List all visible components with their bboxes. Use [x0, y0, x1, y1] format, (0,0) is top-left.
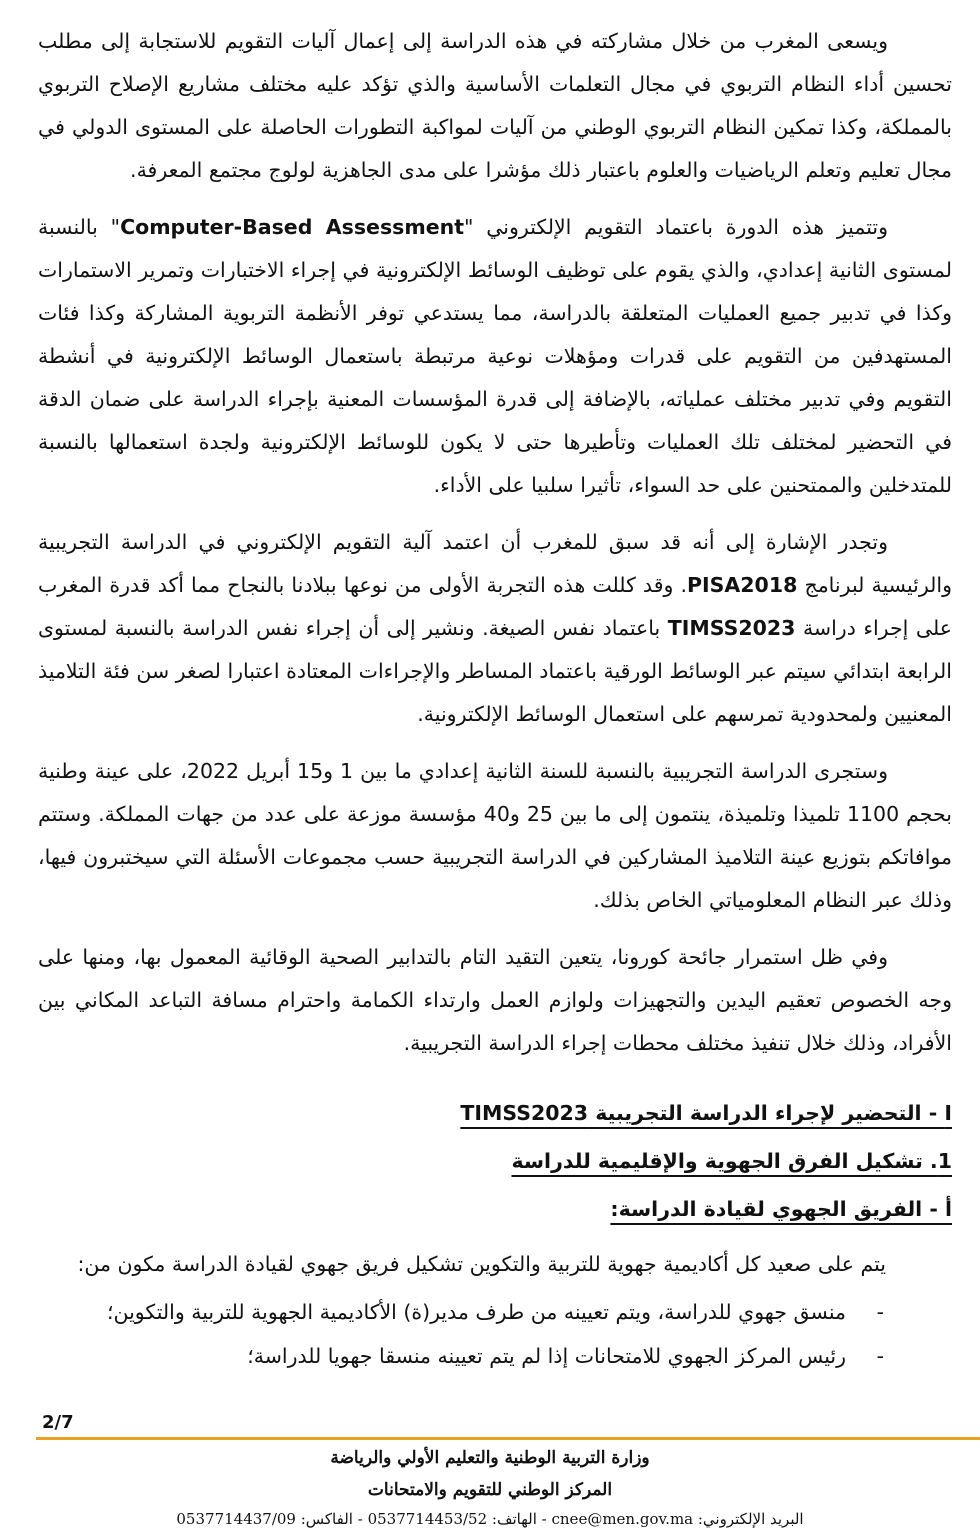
- list-item-text: منسق جهوي للدراسة، ويتم تعيينه من طرف مدير(ة) الأكاديمية الجهوية للتربية والتكوين؛: [106, 1300, 846, 1324]
- dash-bullet: -: [876, 1344, 884, 1368]
- cba-term: Computer-Based Assessment: [120, 215, 465, 239]
- footer: [0, 1443, 980, 1531]
- document-body: [38, 20, 952, 1379]
- paragraph-4: وستجرى الدراسة التجريبية بالنسبة للسنة الثانية إعدادي ما بين 1 و15 أبريل 2022، على عينة وطنية بحجم 1100 تلميذا وتلميذة، ينتمون إلى ما بين 25 و40 مؤسسة موزعة على عدد من جهات المملكة. وستتم موافاتكم بتوزيع عينة التلاميذ المشاركين في الدراسة التجريبية حسب مجموعات الأسئلة التي سيختبرون فيها، وذلك عبر النظام المعلومياتي الخاص بذلك.: [38, 759, 952, 912]
- section-heading-text: - التحضير لإجراء الدراسة التجريبية: [588, 1101, 945, 1125]
- dash-bullet: -: [876, 1300, 884, 1324]
- paragraph-2: [38, 206, 952, 507]
- paragraph-3-part-a: وتجدر الإشارة إلى أنه قد سبق للمغرب أن اعتمد آلية التقويم الإلكتروني في الدراسة التجريبية والرئيسية لبرنامج: [38, 530, 952, 597]
- paragraph-3: [38, 521, 952, 736]
- subsubsection-heading: أ - الفريق الجهوي لقيادة الدراسة:: [610, 1197, 952, 1221]
- paragraph-2-part-b: " بالنسبة لمستوى الثانية إعدادي، والذي يقوم على توظيف الوسائط الإلكترونية في إجراء الاختبارات وتمرير الاستمارات وكذا في تدبير جميع العمليات المتعلقة بالدراسة، مما يستدعي توفر الأنظمة التربوية المشاركة وكذا فئات المستهدفين من التقويم على قدرات ومؤهلات نوعية مرتبطة باستعمال الوسائط الإلكترونية في أنشطة التقويم وفي تدبير مختلف عملياته، بالإضافة إلى قدرة المؤسسات المعنية بإجراء الدراسة على ضمان الدقة في التحضير لمختلف تلك العمليات وتأطيرها حتى لا يكون للوسائط الإلكترونية ولجدة استعمالها بالنسبة للمتدخلين والممتحنين على حد السواء، تأثيرا سلبيا على الأداء.: [38, 215, 952, 497]
- page-number: 2/7: [42, 1412, 74, 1433]
- section-heading-code: TIMSS2023: [460, 1101, 589, 1125]
- pisa-term: PISA2018: [687, 573, 798, 597]
- section-number: I: [944, 1101, 952, 1125]
- footer-ministry: وزارة التربية الوطنية والتعليم الأولي والرياضة: [330, 1448, 650, 1468]
- list-item-text: رئيس المركز الجهوي للامتحانات إذا لم يتم تعيينه منسقا جهويا للدراسة؛: [247, 1344, 846, 1368]
- paragraph-5: وفي ظل استمرار جائحة كورونا، يتعين التقيد التام بالتدابير الصحية الوقائية المعمول بها، ومنها على وجه الخصوص تعقيم اليدين والتجهيزات ولوازم العمل وارتداء الكمامة واحترام مسافة التباعد المكاني بين الأفراد، وذلك خلال تنفيذ مختلف محطات إجراء الدراسة التجريبية.: [38, 945, 952, 1055]
- team-members-list: [38, 1291, 952, 1377]
- subsection-heading: 1. تشكيل الفرق الجهوية والإقليمية للدراسة: [511, 1149, 952, 1173]
- paragraph-3-part-b: . وقد كللت هذه التجربة الأولى من نوعها ببلادنا بالنجاح مما أكد قدرة المغرب على إجراء دراسة: [38, 573, 952, 640]
- list-item: [38, 1291, 884, 1333]
- paragraph-1: ويسعى المغرب من خلال مشاركته في هذه الدراسة إلى إعمال آليات التقويم للاستجابة إلى مطلب تحسين أداء النظام التربوي في مجال التعلمات الأساسية والذي تؤكد عليه مختلف مشاريع الإصلاح التربوي بالمملكة، وكذا تمكين النظام التربوي الوطني من آليات لمواكبة التطورات الحاصلة على المستوى الدولي في مجال تعليم وتعلم الرياضيات والعلوم باعتبار ذلك مؤشرا على مدى الجاهزية لولوج مجتمع المعرفة.: [38, 29, 952, 182]
- paragraph-2-part-a: وتتميز هذه الدورة باعتماد التقويم الإلكتروني ": [464, 215, 888, 239]
- footer-divider: [36, 1437, 980, 1440]
- paragraph-3-part-c: باعتماد نفس الصيغة. ونشير إلى أن إجراء نفس الدراسة بالنسبة لمستوى الرابعة ابتدائي سيتم عبر الوسائط الورقية باعتماد المساطر والإجراءات المعتادة اعتبارا لصغر سن فئة التلاميذ المعنيين ولمحدودية تمرسهم على استعمال الوسائط الإلكترونية.: [38, 616, 952, 726]
- team-intro-text: يتم على صعيد كل أكاديمية جهوية للتربية والتكوين تشكيل فريق جهوي لقيادة الدراسة مكون من:: [77, 1252, 886, 1276]
- section-heading: [38, 1101, 952, 1125]
- footer-contact: البريد الإلكتروني: cnee@men.gov.ma - الهاتف: 0537714453/52 - الفاكس: 0537714437/09: [176, 1510, 804, 1528]
- timss-term: TIMSS2023: [667, 616, 796, 640]
- footer-center: المركز الوطني للتقويم والامتحانات: [367, 1480, 613, 1500]
- list-item: [38, 1335, 884, 1377]
